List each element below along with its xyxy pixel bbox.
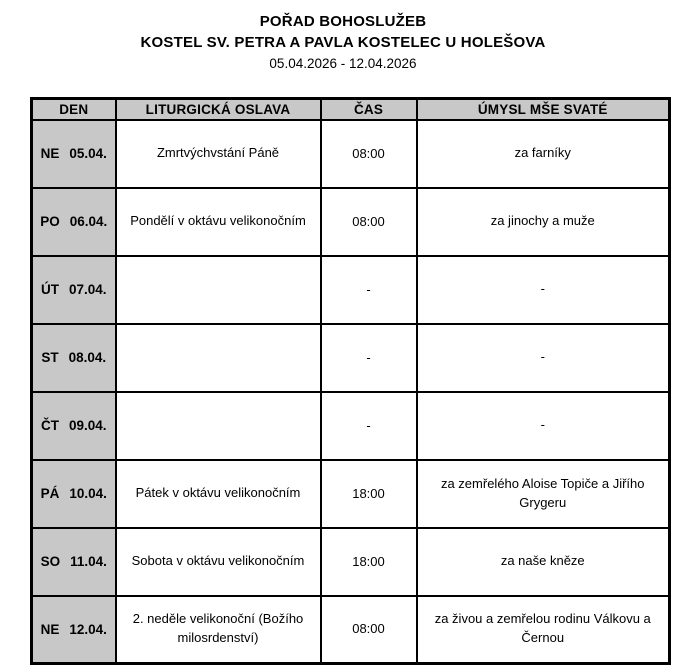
day-date: 08.04. (68, 350, 107, 365)
table-row (32, 324, 670, 392)
day-cell (32, 460, 116, 528)
day-cell (32, 528, 116, 596)
table-header-row (32, 99, 670, 120)
time-cell (321, 392, 417, 460)
intention-cell (417, 188, 670, 256)
time-cell (321, 596, 417, 664)
intention-text: za zemřelého Aloise Topiče a Jiřího Grygeru (440, 475, 645, 510)
time-cell (321, 120, 417, 188)
intention-text: - (540, 281, 545, 297)
celebration-cell (116, 256, 321, 324)
time-cell (321, 528, 417, 596)
day-cell (32, 120, 116, 188)
document-header (0, 11, 686, 74)
col-header-liturgicka-oslava: LITURGICKÁ OSLAVA (116, 99, 321, 120)
celebration-text: Pátek v oktávu velikonočním (135, 485, 301, 501)
celebration-text: Zmrtvýchvstání Páně (156, 145, 280, 161)
day-abbr: NE (40, 621, 60, 637)
intention-text: za jinochy a muže (490, 213, 595, 229)
table-body (32, 120, 670, 664)
time-text: - (366, 349, 371, 365)
time-cell (321, 188, 417, 256)
table-row (32, 392, 670, 460)
time-text: 08:00 (352, 213, 385, 229)
day-abbr: PO (40, 214, 60, 229)
table-row (32, 528, 670, 596)
day-cell (32, 596, 116, 664)
church-name: KOSTEL SV. PETRA A PAVLA KOSTELEC U HOLEŠOVA (140, 34, 546, 51)
day-abbr: ÚT (40, 282, 59, 297)
table-row (32, 256, 670, 324)
day-cell (32, 392, 116, 460)
day-cell (32, 256, 116, 324)
day-date: 07.04. (68, 282, 107, 297)
table-row (32, 120, 670, 188)
celebration-cell (116, 596, 321, 664)
intention-cell (417, 528, 670, 596)
intention-text: - (540, 349, 545, 365)
intention-cell (417, 256, 670, 324)
celebration-cell (116, 120, 321, 188)
celebration-text: 2. neděle velikonoční (Božího milosrdenství) (132, 611, 304, 646)
day-abbr: NE (40, 146, 60, 161)
intention-cell (417, 324, 670, 392)
intention-cell (417, 392, 670, 460)
celebration-cell (116, 324, 321, 392)
schedule-table (30, 97, 671, 665)
intention-cell (417, 596, 670, 664)
day-date: 09.04. (68, 418, 107, 433)
time-cell (321, 256, 417, 324)
table-row (32, 460, 670, 528)
page-title: POŘAD BOHOSLUŽEB (259, 13, 427, 30)
day-cell (32, 188, 116, 256)
time-text: 08:00 (352, 145, 385, 161)
table-row (32, 596, 670, 664)
day-date: 06.04. (69, 214, 108, 229)
celebration-cell (116, 528, 321, 596)
time-cell (321, 460, 417, 528)
intention-cell (417, 460, 670, 528)
time-text: 08:00 (352, 621, 385, 637)
day-abbr: PÁ (40, 486, 60, 501)
time-cell (321, 324, 417, 392)
time-text: - (366, 281, 371, 297)
intention-text: - (540, 417, 545, 433)
col-header-umysl-mse-svate: ÚMYSL MŠE SVATÉ (417, 99, 670, 120)
day-date: 11.04. (70, 554, 107, 569)
intention-text: za živou a zemřelou rodinu Válkovu a Černou (434, 611, 651, 646)
time-text: - (366, 417, 371, 433)
celebration-cell (116, 392, 321, 460)
col-header-cas: ČAS (321, 99, 417, 120)
day-date: 12.04. (69, 621, 107, 637)
date-range: 05.04.2026 - 12.04.2026 (269, 56, 417, 71)
day-abbr: SO (40, 554, 61, 569)
intention-cell (417, 120, 670, 188)
celebration-text: Sobota v oktávu velikonočním (131, 553, 305, 569)
day-abbr: ČT (40, 418, 59, 433)
time-text: 18:00 (352, 553, 385, 569)
day-cell (32, 324, 116, 392)
table-row (32, 188, 670, 256)
celebration-cell (116, 460, 321, 528)
time-text: 18:00 (352, 485, 385, 501)
table-header (32, 99, 670, 120)
intention-text: za naše kněze (500, 553, 585, 569)
col-header-den: DEN (32, 99, 116, 120)
intention-text: za farníky (514, 145, 571, 161)
day-date: 10.04. (69, 486, 107, 501)
day-abbr: ST (41, 350, 59, 365)
day-date: 05.04. (69, 146, 107, 161)
celebration-text: Pondělí v oktávu velikonočním (130, 213, 306, 229)
celebration-cell (116, 188, 321, 256)
